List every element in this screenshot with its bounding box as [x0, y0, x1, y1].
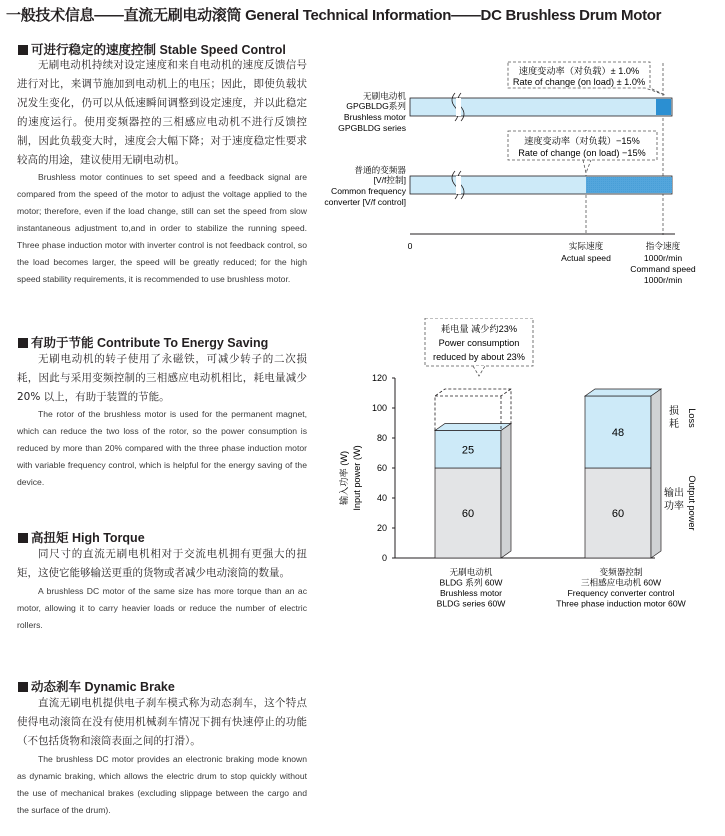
section-heading-energy-saving	[18, 333, 268, 351]
heading-text: 高扭矩 High Torque	[31, 531, 145, 545]
inverter-speed-bar	[410, 171, 672, 199]
y-ticks	[372, 373, 395, 563]
y-tick-label: 60	[376, 463, 387, 473]
actual-speed-cn: 实际速度	[568, 241, 604, 251]
brushless-label	[338, 90, 406, 133]
high-torque-cn: 同尺寸的直流无刷电机相对于交流电机拥有更强大的扭矩，这使它能够输送更重的货物或者减少电动滚筒的数量。	[17, 548, 307, 579]
y-tick-label: 40	[376, 493, 387, 503]
dynamic-brake-cn: 直流无刷电机提供电子刹车模式称为动态刹车，这个特点使得电动滚筒在没有使用机械刹车情况下拥有快速停止的功能（不包括货物和滚筒表面之间的打滑）。	[17, 697, 307, 747]
category-labels	[437, 566, 687, 609]
bars	[435, 389, 661, 558]
legend-loss	[669, 404, 697, 430]
legend-output	[664, 475, 697, 530]
bar-label-loss: 25	[461, 444, 475, 457]
annotation-line-2: Power consumption	[438, 338, 520, 348]
category-label: BLDG 系列 60W	[439, 577, 503, 588]
bar-top-face	[585, 389, 661, 396]
dynamic-brake-en: The brushless DC motor provides an electronic braking mode known as dynamic braking, which allows the electric drum to stop quickly without the use of mechanical brakes (excluding slippage between the cargo and the surface of the drum).	[17, 754, 307, 815]
annotation-line-1: 耗电量 减少约23%	[440, 324, 518, 334]
category-label: 无刷电动机	[449, 567, 493, 577]
brushless-callout	[508, 62, 665, 95]
brushless-callout-cn: 速度变动率（对负载）± 1.0%	[518, 66, 640, 76]
square-bullet-icon	[18, 682, 28, 692]
bar-label-loss: 48	[611, 427, 625, 439]
heading-text: 可进行稳定的速度控制 Stable Speed Control	[31, 43, 286, 57]
zero-label: 0	[407, 241, 413, 251]
energy-saving-cn: 无刷电动机的转子使用了永磁铁，可减少转子的二次损耗，因此与采用变频控制的三相感应电动机相比，耗电量减少 20% 以上，有助于装置的节能。	[17, 353, 307, 403]
brushless-speed-bar	[410, 93, 672, 121]
legend-output-cn-2: 功率	[664, 501, 684, 512]
inverter-callout	[508, 131, 657, 173]
power-consumption-chart	[325, 318, 720, 618]
label-line: [V/f控制]	[373, 175, 406, 185]
speed-control-diagram	[315, 55, 720, 295]
y-tick-label: 80	[376, 433, 387, 443]
inverter-callout-en: Rate of change (on load) −15%	[518, 148, 646, 158]
label-line: converter [V/f control]	[324, 197, 406, 207]
y-tick-label: 0	[381, 553, 387, 563]
category-label: 变频器控制	[599, 567, 643, 577]
bar-side-face	[501, 424, 511, 559]
heading-text: 有助于节能 Contribute To Energy Saving	[31, 336, 269, 350]
legend-loss-en: Loss	[687, 408, 697, 428]
inverter-label	[324, 164, 406, 207]
y-tick-label: 20	[376, 523, 387, 533]
section-heading-high-torque	[18, 528, 145, 546]
y-axis-title-en: Input power (W)	[352, 445, 362, 511]
legend-loss-cn-1: 损	[669, 406, 679, 417]
command-speed-value-en: 1000r/min	[643, 275, 683, 285]
bar-label-output: 60	[611, 508, 625, 520]
stable-speed-cn: 无刷电动机持续对设定速度和来自电动机的速度反馈信号进行对比，来调节施加到电动机上的电压；因此，即使负载状况发生变化，仍可以从低速瞬间调整到设定速度，并以此稳定的速度运行。使用变频器控的三相感应电动机不进行反馈控制，因此负载变大时，速度会大幅下降；对于速度稳定性要求较高的用途，建议使用无刷电动机。	[17, 59, 307, 166]
label-line: GPGBLDG series	[338, 123, 406, 133]
y-tick-label: 100	[371, 403, 387, 413]
label-line: 普通的变频器	[354, 165, 406, 175]
label-line: Brushless motor	[343, 112, 406, 122]
high-torque-en: A brushless DC motor of the same size has more torque than an ac motor, allowing it to carry heavier loads or reduce the number of electric rollers.	[17, 586, 307, 630]
command-speed-cn: 指令速度	[645, 241, 681, 251]
bar-side-face	[651, 389, 661, 558]
stable-speed-en: Brushless motor continues to set speed and a feedback signal are compared from the speed of the motor to adjust the voltage applied to the motor; therefore, even if the load change, still can set the speed from slow instantaneous adjustment to,and in order to stabilize the running speed. Three phase induction motor with inverter control is not feedback control, so the load becomes larger, the speed will be greatly reduced; for the high speed stability requirements, it is recommended to use brushless motor.	[17, 172, 307, 284]
category-label: Three phase induction motor 60W	[556, 598, 686, 609]
square-bullet-icon	[18, 338, 28, 348]
y-tick-label: 120	[371, 373, 387, 383]
bar-top-face	[435, 424, 511, 431]
heading-text: 动态刹车 Dynamic Brake	[31, 680, 175, 694]
actual-speed-en: Actual speed	[561, 253, 611, 263]
legend-output-cn-1: 输出	[664, 488, 684, 499]
brushless-callout-en: Rate of change (on load) ± 1.0%	[512, 77, 646, 87]
category-label: Frequency converter control	[567, 588, 675, 598]
square-bullet-icon	[18, 533, 28, 543]
square-bullet-icon	[18, 45, 28, 55]
legend-output-en: Output power	[687, 475, 697, 531]
annotation-line-3: reduced by about 23%	[433, 352, 525, 362]
category-label: 三相感应电动机 60W	[580, 577, 662, 588]
section-heading-dynamic-brake	[18, 677, 175, 695]
command-speed-value: 1000r/min	[643, 253, 683, 263]
y-axis-title-cn: 输入功率 (W)	[339, 450, 349, 506]
label-line: GPGBLDG系列	[346, 101, 406, 111]
category-label: Brushless motor	[439, 588, 503, 598]
category-label: BLDG series 60W	[436, 598, 506, 609]
bar-label-output: 60	[461, 508, 475, 520]
energy-saving-en: The rotor of the brushless motor is used for the permanent magnet, which can reduce the two loss of the rotor, so the power consumption is reduced by more than 20% compared with the three phase induction motor with variable frequency control, which is helpful for the energy saving of the device.	[17, 409, 307, 487]
inverter-callout-cn: 速度变动率（对负载）−15%	[524, 136, 640, 146]
label-line: 无刷电动机	[363, 91, 406, 101]
page-title: 一般技术信息——直流无刷电动滚筒 General Technical Information——DC Brushless Drum Motor	[6, 7, 662, 24]
command-speed-en: Command speed	[630, 264, 696, 274]
label-line: Common frequency	[331, 186, 406, 196]
chart-annotation	[425, 318, 533, 376]
legend-loss-cn-2: 耗	[669, 419, 679, 430]
